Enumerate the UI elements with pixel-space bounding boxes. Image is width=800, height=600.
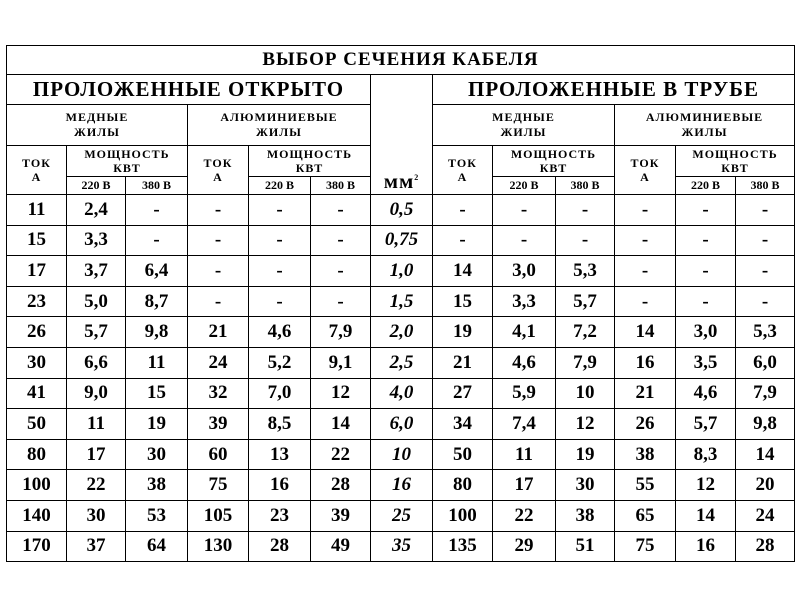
pipe-alum-220-cell: - — [676, 256, 736, 287]
open-copper-220-cell: 2,4 — [67, 195, 126, 226]
pipe-copper-220-cell: 5,9 — [493, 378, 556, 409]
pipe-copper-220-cell: - — [493, 195, 556, 226]
open-alum-380-cell: 9,1 — [311, 347, 371, 378]
pipe-alum-current-cell: 55 — [615, 470, 676, 501]
open-alum-380-cell: 12 — [311, 378, 371, 409]
current-header: ТОК А — [433, 146, 493, 195]
voltage-220-header: 220 В — [67, 177, 126, 195]
open-alum-220-cell: 23 — [249, 500, 311, 531]
table-row — [7, 195, 795, 226]
table-row — [7, 470, 795, 501]
aluminum-label-line1: АЛЮМИНИЕВЫЕ — [220, 110, 338, 124]
pipe-copper-220-cell: 29 — [493, 531, 556, 562]
pipe-alum-current-cell: 38 — [615, 439, 676, 470]
pipe-alum-220-cell: - — [676, 286, 736, 317]
aluminum-label-line2: ЖИЛЫ — [681, 125, 728, 139]
pipe-copper-380-cell: 51 — [556, 531, 615, 562]
voltage-220-header: 220 В — [249, 177, 311, 195]
table-row — [7, 531, 795, 562]
pipe-alum-220-cell: 3,0 — [676, 317, 736, 348]
pipe-current-cell: 135 — [433, 531, 493, 562]
pipe-copper-220-cell: 4,1 — [493, 317, 556, 348]
current-header: ТОК А — [7, 146, 67, 195]
open-alum-220-cell: 13 — [249, 439, 311, 470]
pipe-current-cell: 15 — [433, 286, 493, 317]
pipe-alum-380-cell: - — [736, 256, 795, 287]
copper-label-line2: ЖИЛЫ — [74, 125, 120, 139]
pipe-current-cell: 14 — [433, 256, 493, 287]
open-alum-220-cell: 8,5 — [249, 409, 311, 440]
voltage-380-header: 380 В — [311, 177, 371, 195]
open-alum-220-cell: 5,2 — [249, 347, 311, 378]
open-current-cell: 15 — [7, 225, 67, 256]
open-copper-header — [7, 105, 188, 146]
pipe-copper-380-cell: - — [556, 225, 615, 256]
pipe-alum-current-cell: 26 — [615, 409, 676, 440]
pipe-alum-380-cell: - — [736, 225, 795, 256]
pipe-alum-380-cell: 20 — [736, 470, 795, 501]
table-row — [7, 256, 795, 287]
aluminum-label-line1: АЛЮМИНИЕВЫЕ — [645, 110, 764, 124]
pipe-aluminum-header — [615, 105, 795, 146]
pipe-copper-380-cell: 30 — [556, 470, 615, 501]
pipe-current-cell: 80 — [433, 470, 493, 501]
pipe-alum-380-cell: 5,3 — [736, 317, 795, 348]
open-copper-380-cell: 6,4 — [126, 256, 188, 287]
open-current-cell: 30 — [7, 347, 67, 378]
open-alum-current-cell: 24 — [188, 347, 249, 378]
open-copper-380-cell: 11 — [126, 347, 188, 378]
open-current-cell: 50 — [7, 409, 67, 440]
open-copper-220-cell: 11 — [67, 409, 126, 440]
copper-label-line1: МЕДНЫЕ — [492, 110, 555, 124]
open-copper-220-cell: 9,0 — [67, 378, 126, 409]
open-current-cell: 80 — [7, 439, 67, 470]
open-alum-380-cell: 14 — [311, 409, 371, 440]
open-alum-current-cell: - — [188, 286, 249, 317]
pipe-copper-220-cell: 17 — [493, 470, 556, 501]
cable-selection-table — [6, 45, 795, 562]
pipe-copper-220-cell: 4,6 — [493, 347, 556, 378]
pipe-alum-380-cell: 14 — [736, 439, 795, 470]
pipe-current-cell: 19 — [433, 317, 493, 348]
pipe-current-cell: - — [433, 195, 493, 226]
pipe-alum-current-cell: 21 — [615, 378, 676, 409]
open-current-cell: 23 — [7, 286, 67, 317]
open-alum-220-cell: 28 — [249, 531, 311, 562]
open-alum-220-cell: 16 — [249, 470, 311, 501]
pipe-alum-380-cell: - — [736, 286, 795, 317]
table-row — [7, 378, 795, 409]
open-alum-220-cell: - — [249, 225, 311, 256]
pipe-alum-220-cell: - — [676, 195, 736, 226]
open-alum-current-cell: 75 — [188, 470, 249, 501]
copper-label-line1: МЕДНЫЕ — [65, 110, 129, 124]
open-copper-380-cell: 19 — [126, 409, 188, 440]
open-alum-current-cell: 39 — [188, 409, 249, 440]
table-row — [7, 225, 795, 256]
table-row — [7, 286, 795, 317]
pipe-copper-220-cell: 22 — [493, 500, 556, 531]
table-row — [7, 347, 795, 378]
open-alum-220-cell: - — [249, 195, 311, 226]
open-copper-220-cell: 5,7 — [67, 317, 126, 348]
open-alum-220-cell: 4,6 — [249, 317, 311, 348]
cross-section-cell: 35 — [371, 531, 433, 562]
pipe-current-cell: 27 — [433, 378, 493, 409]
cross-section-cell: 2,5 — [371, 347, 433, 378]
cross-section-cell: 0,75 — [371, 225, 433, 256]
open-copper-220-cell: 6,6 — [67, 347, 126, 378]
open-alum-current-cell: - — [188, 195, 249, 226]
current-header: ТОК А — [615, 146, 676, 195]
pipe-copper-380-cell: 19 — [556, 439, 615, 470]
table-title: ВЫБОР СЕЧЕНИЯ КАБЕЛЯ — [7, 46, 795, 75]
open-alum-220-cell: - — [249, 256, 311, 287]
pipe-copper-220-cell: 7,4 — [493, 409, 556, 440]
open-alum-380-cell: 49 — [311, 531, 371, 562]
open-copper-220-cell: 22 — [67, 470, 126, 501]
open-copper-220-cell: 5,0 — [67, 286, 126, 317]
pipe-copper-380-cell: 7,9 — [556, 347, 615, 378]
open-alum-220-cell: - — [249, 286, 311, 317]
pipe-alum-current-cell: 16 — [615, 347, 676, 378]
current-header: ТОК А — [188, 146, 249, 195]
pipe-alum-380-cell: 9,8 — [736, 409, 795, 440]
pipe-alum-220-cell: 14 — [676, 500, 736, 531]
voltage-380-header: 380 В — [736, 177, 795, 195]
pipe-alum-current-cell: 14 — [615, 317, 676, 348]
pipe-current-cell: 21 — [433, 347, 493, 378]
open-copper-380-cell: 64 — [126, 531, 188, 562]
voltage-380-header: 380 В — [556, 177, 615, 195]
pipe-current-cell: 50 — [433, 439, 493, 470]
open-copper-380-cell: - — [126, 195, 188, 226]
open-copper-220-cell: 37 — [67, 531, 126, 562]
open-alum-380-cell: - — [311, 256, 371, 287]
pipe-alum-current-cell: - — [615, 286, 676, 317]
pipe-current-cell: 100 — [433, 500, 493, 531]
cross-section-cell: 0,5 — [371, 195, 433, 226]
pipe-copper-380-cell: 5,3 — [556, 256, 615, 287]
cross-section-header — [371, 75, 433, 195]
open-copper-380-cell: 9,8 — [126, 317, 188, 348]
cross-section-cell: 4,0 — [371, 378, 433, 409]
cross-section-cell: 6,0 — [371, 409, 433, 440]
open-current-cell: 41 — [7, 378, 67, 409]
pipe-copper-220-cell: 11 — [493, 439, 556, 470]
pipe-copper-380-cell: - — [556, 195, 615, 226]
pipe-copper-380-cell: 12 — [556, 409, 615, 440]
aluminum-label-line2: ЖИЛЫ — [256, 125, 302, 139]
open-current-cell: 17 — [7, 256, 67, 287]
pipe-alum-current-cell: 65 — [615, 500, 676, 531]
pipe-alum-380-cell: 28 — [736, 531, 795, 562]
open-alum-380-cell: 39 — [311, 500, 371, 531]
open-copper-220-cell: 3,3 — [67, 225, 126, 256]
pipe-alum-380-cell: 24 — [736, 500, 795, 531]
open-current-cell: 11 — [7, 195, 67, 226]
pipe-copper-220-cell: - — [493, 225, 556, 256]
cross-section-cell: 1,0 — [371, 256, 433, 287]
open-alum-380-cell: 7,9 — [311, 317, 371, 348]
open-alum-380-cell: - — [311, 225, 371, 256]
voltage-220-header: 220 В — [493, 177, 556, 195]
open-alum-current-cell: 32 — [188, 378, 249, 409]
open-alum-380-cell: 28 — [311, 470, 371, 501]
cross-section-cell: 1,5 — [371, 286, 433, 317]
open-aluminum-header — [188, 105, 371, 146]
pipe-alum-220-cell: 5,7 — [676, 409, 736, 440]
pipe-alum-220-cell: 12 — [676, 470, 736, 501]
pipe-copper-380-cell: 7,2 — [556, 317, 615, 348]
cross-section-cell: 16 — [371, 470, 433, 501]
open-copper-380-cell: - — [126, 225, 188, 256]
pipe-copper-380-cell: 38 — [556, 500, 615, 531]
table-row — [7, 317, 795, 348]
pipe-alum-current-cell: - — [615, 256, 676, 287]
power-header: МОЩНОСТЬ КВТ — [249, 146, 371, 177]
power-header: МОЩНОСТЬ КВТ — [676, 146, 795, 177]
table-row — [7, 409, 795, 440]
pipe-alum-current-cell: 75 — [615, 531, 676, 562]
pipe-copper-380-cell: 5,7 — [556, 286, 615, 317]
pipe-alum-current-cell: - — [615, 225, 676, 256]
open-current-cell: 100 — [7, 470, 67, 501]
pipe-current-cell: 34 — [433, 409, 493, 440]
open-alum-current-cell: 130 — [188, 531, 249, 562]
cross-section-cell: 10 — [371, 439, 433, 470]
power-header: МОЩНОСТЬ КВТ — [67, 146, 188, 177]
cross-section-unit: мм — [383, 169, 415, 193]
open-copper-380-cell: 38 — [126, 470, 188, 501]
pipe-current-cell: - — [433, 225, 493, 256]
open-current-cell: 26 — [7, 317, 67, 348]
voltage-220-header: 220 В — [676, 177, 736, 195]
open-copper-220-cell: 3,7 — [67, 256, 126, 287]
pipe-alum-current-cell: - — [615, 195, 676, 226]
open-alum-current-cell: - — [188, 225, 249, 256]
open-alum-current-cell: 60 — [188, 439, 249, 470]
open-alum-current-cell: - — [188, 256, 249, 287]
open-alum-380-cell: - — [311, 195, 371, 226]
open-alum-380-cell: 22 — [311, 439, 371, 470]
pipe-alum-380-cell: 6,0 — [736, 347, 795, 378]
section-pipe-header: ПРОЛОЖЕННЫЕ В ТРУБЕ — [433, 75, 795, 105]
copper-label-line2: ЖИЛЫ — [500, 125, 547, 139]
pipe-copper-220-cell: 3,3 — [493, 286, 556, 317]
pipe-copper-220-cell: 3,0 — [493, 256, 556, 287]
open-alum-220-cell: 7,0 — [249, 378, 311, 409]
pipe-alum-380-cell: - — [736, 195, 795, 226]
pipe-alum-220-cell: 8,3 — [676, 439, 736, 470]
pipe-alum-380-cell: 7,9 — [736, 378, 795, 409]
cross-section-unit-sup: 2 — [414, 173, 420, 182]
open-copper-220-cell: 17 — [67, 439, 126, 470]
cross-section-cell: 25 — [371, 500, 433, 531]
open-current-cell: 170 — [7, 531, 67, 562]
pipe-alum-220-cell: 16 — [676, 531, 736, 562]
open-copper-380-cell: 8,7 — [126, 286, 188, 317]
pipe-alum-220-cell: - — [676, 225, 736, 256]
open-alum-current-cell: 105 — [188, 500, 249, 531]
open-copper-380-cell: 53 — [126, 500, 188, 531]
table-row — [7, 500, 795, 531]
open-copper-380-cell: 15 — [126, 378, 188, 409]
table-row — [7, 439, 795, 470]
pipe-copper-header — [433, 105, 615, 146]
cross-section-cell: 2,0 — [371, 317, 433, 348]
voltage-380-header: 380 В — [126, 177, 188, 195]
pipe-alum-220-cell: 3,5 — [676, 347, 736, 378]
table-body — [7, 195, 795, 562]
power-header: МОЩНОСТЬ КВТ — [493, 146, 615, 177]
section-open-header: ПРОЛОЖЕННЫЕ ОТКРЫТО — [7, 75, 371, 105]
pipe-alum-220-cell: 4,6 — [676, 378, 736, 409]
open-alum-380-cell: - — [311, 286, 371, 317]
open-alum-current-cell: 21 — [188, 317, 249, 348]
pipe-copper-380-cell: 10 — [556, 378, 615, 409]
open-copper-380-cell: 30 — [126, 439, 188, 470]
open-current-cell: 140 — [7, 500, 67, 531]
open-copper-220-cell: 30 — [67, 500, 126, 531]
